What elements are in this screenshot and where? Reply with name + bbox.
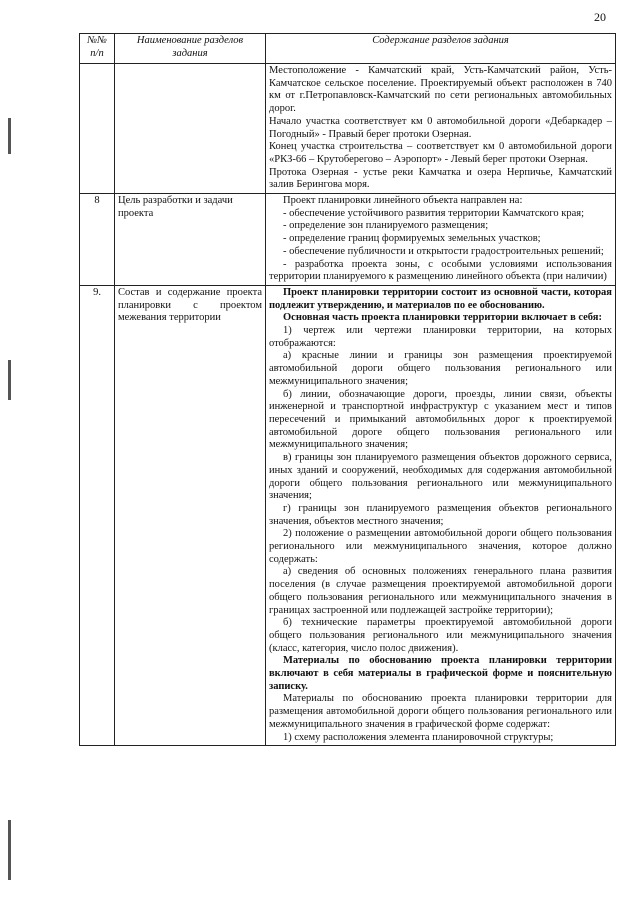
channel-paragraph: Протока Озерная - устье реки Камчатка и озера Нерпичье, Камчатский залив Берингова моря. <box>269 166 612 191</box>
margin-mark-middle <box>8 360 11 400</box>
row8-item: Проект планировки линейного объекта направлен на: <box>283 195 523 207</box>
location-paragraph: Местоположение - Камчатский край, Усть-Камчатский район, Усть-Камчатское сельское поселение. Проектируемый объект расположен в 740 км от г.Петропавловск-Камчатский по сети региональных автомобильных дорог. <box>269 65 612 115</box>
row9-paragraph: в) границы зон планируемого размещения объектов дорожного сервиса, иных зданий и сооружений, необходимых для содержания автомобильной дороги общего пользования регионального или межмуниципального значения; <box>269 452 612 502</box>
page-number: 20 <box>594 10 606 24</box>
table-header-row <box>80 34 616 64</box>
row9-paragraph: б) технические параметры проектируемой автомобильной дороги общего пользования регионального или межмуниципального значения (класс, категория, число полос движения). <box>269 617 612 654</box>
row8-content <box>266 194 616 286</box>
end-point-paragraph: Конец участка строительства – соответствует км 0 автомобильной дороги «РКЗ-66 – Крутоберегово – Аэропорт» - Левый берег протоки Озерная. <box>269 141 612 165</box>
row9-paragraph: Основная часть проекта планировки территории включает в себя: <box>283 312 602 324</box>
cell-name-empty <box>115 64 266 194</box>
row8-item: - обеспечение публичности и открытости градостроительных решений; <box>283 245 604 257</box>
row8-item: - обеспечение устойчивого развития территории Камчатского края; <box>283 207 585 219</box>
row8-item: - разработка проекта зоны, с особыми условиями использования территории планируемого к размещению линейного объекта (при наличии) <box>269 258 612 283</box>
row9-paragraph: Материалы по обоснованию проекта планировки территории включают в себя материалы в графической форме и пояснительную записку. <box>269 655 612 692</box>
header-content: Содержание разделов задания <box>266 34 616 64</box>
row8-item: - определение зон планируемого размещения; <box>283 220 489 232</box>
row9-num: 9. <box>80 285 115 745</box>
table-row-8 <box>80 194 616 286</box>
row8-item: - определение границ формируемых земельных участков; <box>283 233 541 245</box>
row9-paragraph: 1) схему расположения элемента планировочной структуры; <box>283 731 554 743</box>
row9-paragraph: а) красные линии и границы зон размещения проектируемой автомобильной дороги общего пользования регионального или межмуниципального значения; <box>269 350 612 387</box>
row9-content <box>266 285 616 745</box>
table-row-continuation <box>80 64 616 194</box>
row9-paragraph: 2) положение о размещении автомобильной дороги общего пользования регионального или межмуниципального значения, которое должно содержать: <box>269 528 612 565</box>
header-name: Наименование разделов задания <box>115 34 266 64</box>
row9-paragraph: Проект планировки территории состоит из основной части, которая подлежит утверждению, и материалов по ее обоснованию. <box>269 286 612 311</box>
start-point-paragraph: Начало участка соответствует км 0 автомобильной дороги «Дебаркадер – Погодный» - Правый берег протоки Озерная. <box>269 115 612 140</box>
table-row-9 <box>80 285 616 745</box>
row9-paragraph: б) линии, обозначающие дороги, проезды, линии связи, объекты инженерной и транспортной инфраструктур с указанием мест и типов пересечений и примыканий автомобильных дорог к проектируемой автомобильной дороге общего пользования регионального или межмуниципального значения; <box>269 388 612 451</box>
cell-location-content <box>266 64 616 194</box>
row9-paragraph: а) сведения об основных положениях генерального плана развития поселения (в случае размещения проектируемой автомобильной дороги общего пользования регионального или межмуниципального значения в границах застроенной или подлежащей застройке территории); <box>269 566 612 616</box>
row9-name: Состав и содержание проекта планировки с проектом межевания территории <box>115 285 266 745</box>
row8-num: 8 <box>80 194 115 286</box>
row9-paragraph: 1) чертеж или чертежи планировки территории, на которых отображаются: <box>269 325 612 349</box>
margin-mark-top <box>8 118 11 154</box>
margin-mark-bottom <box>8 820 11 880</box>
row9-paragraph: Материалы по обоснованию проекта планировки территории для размещения автомобильной дороги общего пользования регионального или межмуниципального значения в графической форме содержат: <box>269 693 612 730</box>
header-num: №№ п/п <box>80 34 115 64</box>
cell-num-empty <box>80 64 115 194</box>
specification-table <box>79 33 616 746</box>
row9-paragraph: г) границы зон планируемого размещения объектов регионального значения, объектов местного значения; <box>269 502 612 527</box>
row8-name: Цель разработки и задачи проекта <box>115 194 266 286</box>
